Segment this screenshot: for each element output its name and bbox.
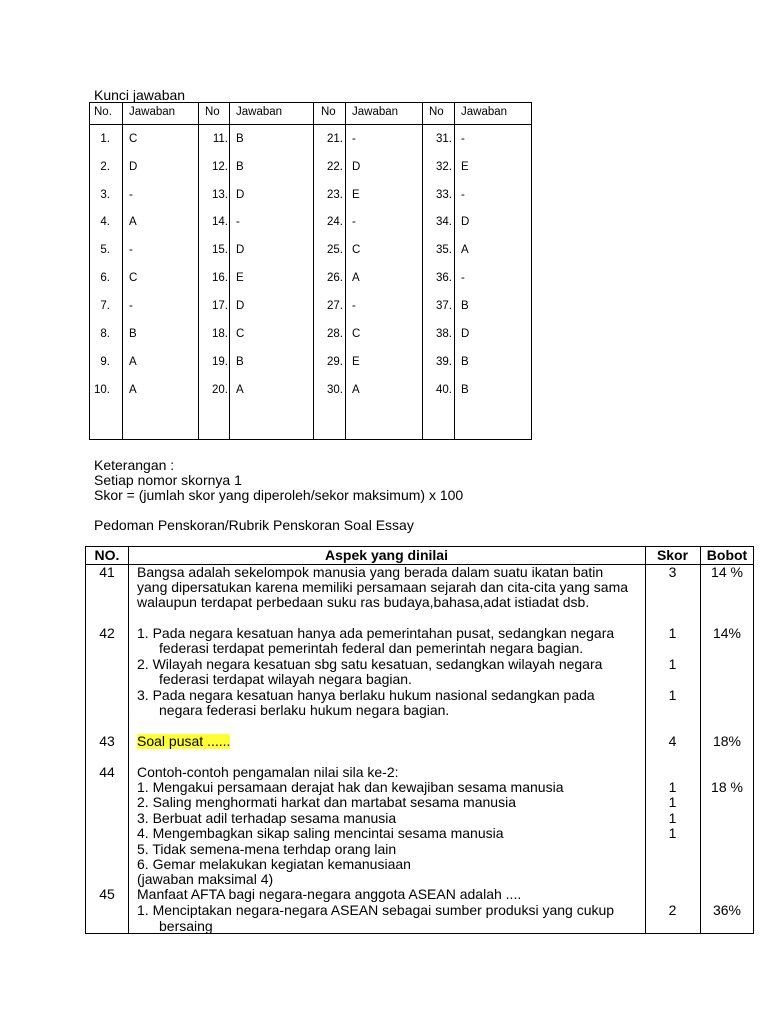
answer-value: C [129, 133, 138, 145]
rubric-line: 3. Berbuat adil terhadap sesama manusia [137, 810, 397, 826]
score-value: 1 [668, 687, 677, 703]
answer-value: - [129, 244, 133, 256]
answer-value: - [129, 300, 133, 312]
rubric-line: 1. Menciptakan negara-negara ASEAN sebagai sumber produksi yang cukup [137, 902, 615, 918]
answer-value: A [129, 216, 137, 228]
question-number: 44 [99, 764, 115, 780]
question-number: 36. [436, 272, 452, 284]
answer-value: - [352, 300, 356, 312]
answer-value: A [129, 356, 137, 368]
answer-key-title: Kunci jawaban [94, 87, 186, 103]
rubric-line: bersaing [159, 918, 213, 934]
question-number: 11. [212, 133, 228, 145]
answer-value: - [236, 216, 240, 228]
answer-value: D [129, 161, 138, 173]
table-divider [345, 103, 346, 439]
rubric-line: Bangsa adalah sekelompok manusia yang berada dalam suatu ikatan batin [137, 564, 604, 580]
answer-value: C [236, 328, 245, 340]
answer-value: D [352, 161, 361, 173]
score-value: 2 [668, 902, 677, 918]
question-number: 12. [212, 161, 228, 173]
weight-value: 14% [712, 625, 742, 641]
rubric-line: (jawaban maksimal 4) [137, 871, 274, 887]
header-answer-4: Jawaban [461, 106, 508, 118]
rubric-line: federasi terdapat wilayah negara bagian. [159, 671, 412, 687]
answer-value: D [236, 244, 245, 256]
question-number: 10. [94, 384, 110, 396]
question-number: 24. [327, 216, 343, 228]
rubric-line: Contoh-contoh pengamalan nilai sila ke-2: [137, 764, 399, 780]
notes-line-1: Setiap nomor skornya 1 [94, 472, 242, 488]
answer-value: E [352, 356, 360, 368]
table-divider [122, 103, 123, 439]
question-number: 21. [327, 133, 343, 145]
answer-value: D [236, 300, 245, 312]
rubric-line: negara federasi berlaku hukum negara bagian. [159, 702, 450, 718]
answer-value: B [236, 161, 244, 173]
weight-value: 18% [712, 733, 742, 749]
question-number: 4. [100, 216, 110, 228]
rubric-line: federasi terdapat pemerintah federal dan pemerintah negara bagian. [159, 640, 584, 656]
question-number: 17. [212, 300, 228, 312]
question-number: 29. [327, 356, 343, 368]
question-number: 18. [212, 328, 228, 340]
header-aspect: Aspek yang dinilai [325, 547, 448, 563]
question-number: 32. [436, 161, 452, 173]
answer-value: D [236, 189, 245, 201]
answer-value: D [461, 216, 470, 228]
answer-value: B [236, 356, 244, 368]
question-number: 35. [436, 244, 452, 256]
answer-value: - [461, 133, 465, 145]
answer-value: D [461, 328, 470, 340]
answer-value: A [352, 272, 360, 284]
rubric-line: 3. Pada negara kesatuan hanya berlaku hukum nasional sedangkan pada [137, 687, 595, 703]
rubric-line: Manfaat AFTA bagi negara-negara anggota ASEAN adalah .... [137, 886, 522, 902]
question-number: 33. [436, 189, 452, 201]
question-number: 42 [99, 625, 115, 641]
rubric-line: yang dipersatukan karena memiliki persamaan sejarah dan cita-cita yang sama [137, 579, 629, 595]
rubric-line: 2. Wilayah negara kesatuan sbg satu kesatuan, sedangkan wilayah negara [137, 656, 603, 672]
question-number: 14. [212, 216, 228, 228]
question-number: 37. [436, 300, 452, 312]
question-number: 22. [327, 161, 343, 173]
question-number: 5. [100, 244, 110, 256]
rubric-table [85, 546, 754, 934]
answer-value: C [129, 272, 138, 284]
score-value: 1 [668, 794, 677, 810]
answer-value: A [129, 384, 137, 396]
answer-value: - [461, 189, 465, 201]
question-number: 34. [436, 216, 452, 228]
question-number: 9. [100, 356, 110, 368]
question-number: 39. [436, 356, 452, 368]
question-number: 30. [327, 384, 343, 396]
answer-value: B [129, 328, 137, 340]
question-number: 15. [212, 244, 228, 256]
rubric-title: Pedoman Penskoran/Rubrik Penskoran Soal Essay [94, 517, 414, 533]
score-value: 4 [668, 733, 677, 749]
rubric-line: 4. Mengembagkan sikap saling mencintai sesama manusia [137, 825, 504, 841]
answer-value: B [461, 384, 469, 396]
score-value: 1 [668, 656, 677, 672]
question-number: 27. [327, 300, 343, 312]
header-no-2: No [205, 106, 220, 118]
rubric-line: Soal pusat ...... [137, 733, 231, 749]
question-number: 41 [99, 564, 115, 580]
weight-value: 18 % [711, 779, 743, 795]
table-header-divider [90, 124, 531, 125]
question-number: 26. [327, 272, 343, 284]
question-number: 23. [327, 189, 343, 201]
header-no-3: No [321, 106, 336, 118]
answer-value: E [236, 272, 244, 284]
score-value: 1 [668, 810, 677, 826]
question-number: 16. [212, 272, 228, 284]
question-number: 43 [99, 733, 115, 749]
weight-value: 36% [712, 902, 742, 918]
answer-value: A [352, 384, 360, 396]
score-value: 1 [668, 779, 677, 795]
answer-value: - [352, 216, 356, 228]
answer-key-table [89, 102, 532, 440]
answer-value: A [461, 244, 469, 256]
table-divider [229, 103, 230, 439]
weight-value: 14 % [711, 564, 743, 580]
rubric-line: 1. Pada negara kesatuan hanya ada pemerintahan pusat, sedangkan negara [137, 625, 615, 641]
question-number: 13. [212, 189, 228, 201]
header-answer-1: Jawaban [129, 106, 176, 118]
header-no: NO. [94, 547, 120, 563]
question-number: 40. [436, 384, 452, 396]
header-weight: Bobot [706, 547, 748, 563]
question-number: 3. [100, 189, 110, 201]
question-number: 1. [100, 133, 110, 145]
score-value: 1 [668, 825, 677, 841]
header-no-4: No [429, 106, 444, 118]
question-number: 38. [436, 328, 452, 340]
header-answer-2: Jawaban [236, 106, 283, 118]
question-number: 45 [99, 886, 115, 902]
rubric-line: walaupun terdapat perbedaan suku ras budaya,bahasa,adat istiadat dsb. [137, 594, 590, 610]
answer-value: - [461, 272, 465, 284]
header-answer-3: Jawaban [352, 106, 399, 118]
answer-value: E [461, 161, 469, 173]
question-number: 6. [100, 272, 110, 284]
answer-value: B [236, 133, 244, 145]
question-number: 7. [100, 300, 110, 312]
rubric-line: 6. Gemar melakukan kegiatan kemanusiaan [137, 856, 411, 872]
question-number: 20. [212, 384, 228, 396]
table-divider [128, 547, 129, 933]
answer-value: E [352, 189, 360, 201]
question-number: 2. [100, 161, 110, 173]
score-value: 3 [668, 564, 677, 580]
rubric-line: 1. Mengakui persamaan derajat hak dan kewajiban sesama manusia [137, 779, 564, 795]
answer-value: - [352, 133, 356, 145]
notes-line-2: Skor = (jumlah skor yang diperoleh/sekor maksimum) x 100 [94, 487, 464, 503]
header-score: Skor [656, 547, 689, 563]
answer-value: C [352, 244, 361, 256]
answer-value: - [129, 189, 133, 201]
notes-title: Keterangan : [94, 457, 175, 473]
answer-value: B [461, 300, 469, 312]
question-number: 8. [100, 328, 110, 340]
table-divider [454, 103, 455, 439]
question-number: 31. [436, 133, 452, 145]
question-number: 19. [212, 356, 228, 368]
question-number: 28. [327, 328, 343, 340]
rubric-line: 5. Tidak semena-mena terhdap orang lain [137, 841, 397, 857]
answer-value: C [352, 328, 361, 340]
score-value: 1 [668, 625, 677, 641]
answer-value: B [461, 356, 469, 368]
question-number: 25. [327, 244, 343, 256]
header-no-1: No. [94, 106, 112, 118]
answer-value: A [236, 384, 244, 396]
rubric-line: 2. Saling menghormati harkat dan martabat sesama manusia [137, 794, 516, 810]
